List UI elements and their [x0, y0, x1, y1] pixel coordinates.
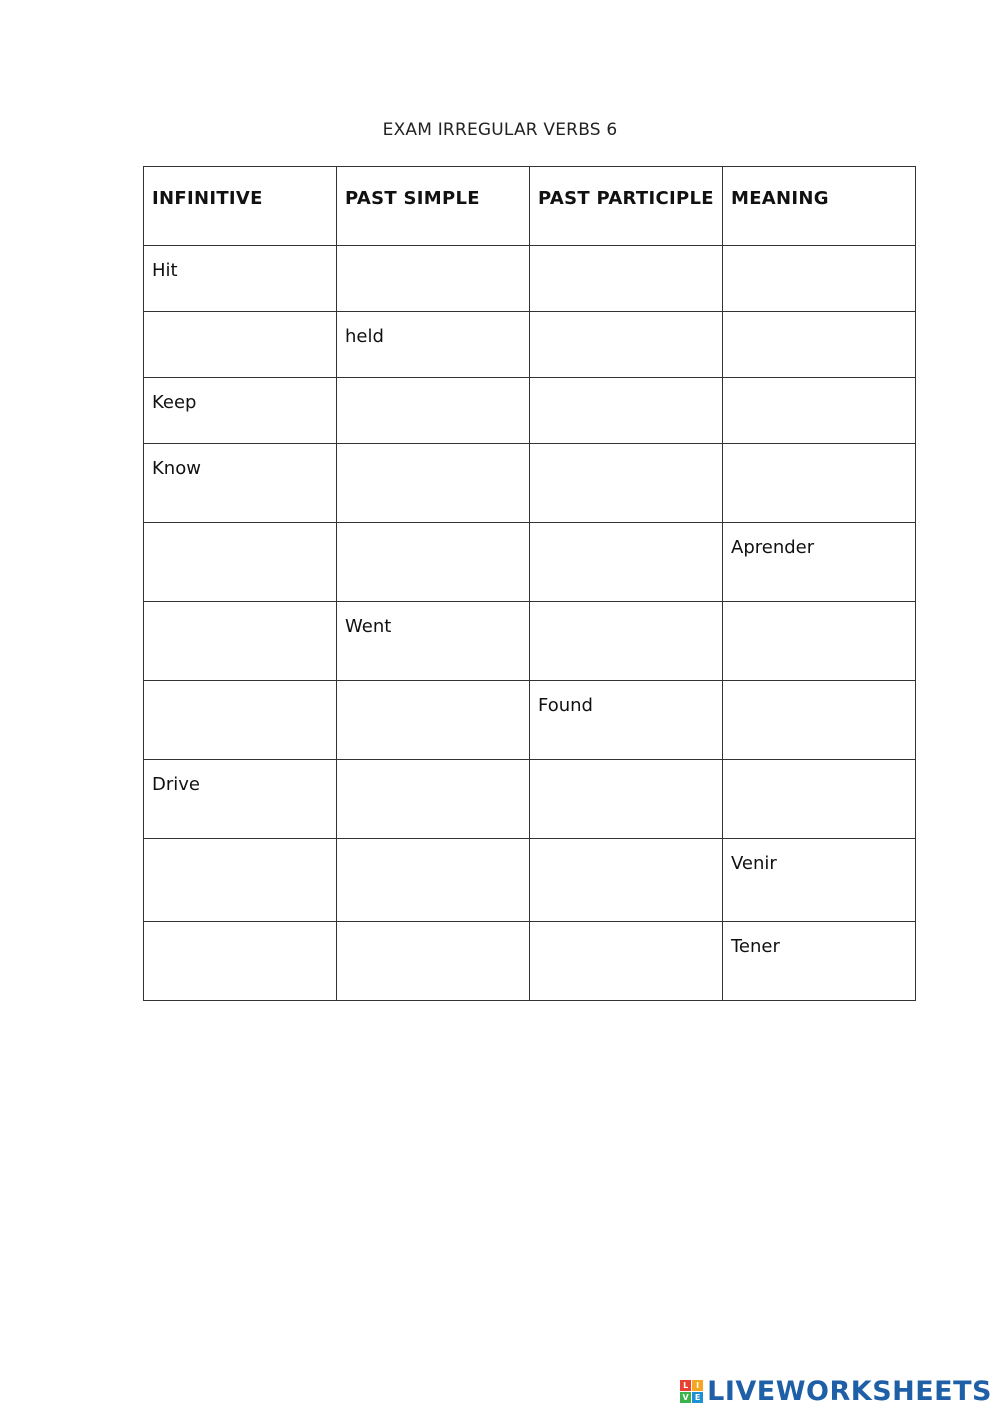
answer-input-meaning[interactable]: [731, 616, 907, 637]
answer-input-infinitive[interactable]: [152, 853, 328, 874]
table-row: [144, 312, 916, 378]
cell-infinitive[interactable]: [144, 839, 337, 922]
cell-past-simple[interactable]: [337, 922, 530, 1001]
answer-input-past-simple[interactable]: [345, 936, 521, 957]
answer-input-past-simple[interactable]: [345, 774, 521, 795]
answer-input-past-simple[interactable]: [345, 392, 521, 413]
cell-meaning[interactable]: [723, 444, 916, 523]
cell-past-simple: Went: [337, 602, 530, 681]
table-row: [144, 681, 916, 760]
answer-input-infinitive[interactable]: [152, 537, 328, 558]
liveworksheets-logo: [680, 1376, 992, 1407]
page-title: EXAM IRREGULAR VERBS 6: [382, 120, 618, 140]
cell-past-simple[interactable]: [337, 839, 530, 922]
cell-meaning[interactable]: [723, 246, 916, 312]
verbs-table: [143, 166, 916, 1001]
header-meaning: MEANING: [723, 167, 916, 246]
answer-input-past-simple[interactable]: [345, 260, 521, 281]
cell-past-participle[interactable]: [530, 760, 723, 839]
cell-meaning[interactable]: [723, 602, 916, 681]
cell-past-simple[interactable]: [337, 760, 530, 839]
cell-infinitive[interactable]: [144, 312, 337, 378]
cell-past-simple[interactable]: [337, 246, 530, 312]
cell-past-participle[interactable]: [530, 444, 723, 523]
answer-input-past-participle[interactable]: [538, 537, 714, 558]
cell-past-simple[interactable]: [337, 523, 530, 602]
answer-input-infinitive[interactable]: [152, 695, 328, 716]
table-row: [144, 602, 916, 681]
cell-past-participle[interactable]: [530, 839, 723, 922]
header-past-participle: PAST PARTICIPLE: [530, 167, 723, 246]
answer-input-past-participle[interactable]: [538, 458, 714, 479]
cell-infinitive[interactable]: [144, 602, 337, 681]
cell-past-simple[interactable]: [337, 378, 530, 444]
answer-input-past-participle[interactable]: [538, 853, 714, 874]
answer-input-past-simple[interactable]: [345, 853, 521, 874]
cell-infinitive[interactable]: [144, 922, 337, 1001]
cell-meaning: Tener: [723, 922, 916, 1001]
header-row: [144, 167, 916, 246]
answer-input-infinitive[interactable]: [152, 616, 328, 637]
cell-meaning: Aprender: [723, 523, 916, 602]
cell-infinitive[interactable]: [144, 681, 337, 760]
logo-letter: L: [680, 1380, 691, 1391]
cell-meaning[interactable]: [723, 760, 916, 839]
table-row: [144, 246, 916, 312]
answer-input-past-participle[interactable]: [538, 774, 714, 795]
cell-past-participle: Found: [530, 681, 723, 760]
header-infinitive: INFINITIVE: [144, 167, 337, 246]
logo-icon: [680, 1380, 703, 1403]
cell-past-simple[interactable]: [337, 444, 530, 523]
answer-input-meaning[interactable]: [731, 774, 907, 795]
answer-input-past-participle[interactable]: [538, 326, 714, 347]
table-row: [144, 523, 916, 602]
cell-infinitive: Know: [144, 444, 337, 523]
answer-input-past-participle[interactable]: [538, 936, 714, 957]
answer-input-meaning[interactable]: [731, 458, 907, 479]
cell-past-participle[interactable]: [530, 602, 723, 681]
cell-meaning: Venir: [723, 839, 916, 922]
cell-past-simple: held: [337, 312, 530, 378]
cell-infinitive: Keep: [144, 378, 337, 444]
logo-letter: I: [692, 1380, 703, 1391]
cell-infinitive: Drive: [144, 760, 337, 839]
cell-meaning[interactable]: [723, 312, 916, 378]
table-row: [144, 444, 916, 523]
cell-meaning[interactable]: [723, 681, 916, 760]
cell-meaning[interactable]: [723, 378, 916, 444]
cell-past-participle[interactable]: [530, 246, 723, 312]
brand-name: LIVEWORKSHEETS: [707, 1376, 992, 1407]
cell-past-simple[interactable]: [337, 681, 530, 760]
cell-infinitive: Hit: [144, 246, 337, 312]
logo-letter: V: [680, 1392, 691, 1403]
table-row: [144, 922, 916, 1001]
answer-input-past-simple[interactable]: [345, 537, 521, 558]
cell-past-participle[interactable]: [530, 312, 723, 378]
answer-input-meaning[interactable]: [731, 392, 907, 413]
answer-input-meaning[interactable]: [731, 260, 907, 281]
answer-input-past-simple[interactable]: [345, 458, 521, 479]
table-row: [144, 839, 916, 922]
answer-input-past-participle[interactable]: [538, 260, 714, 281]
answer-input-meaning[interactable]: [731, 695, 907, 716]
cell-past-participle[interactable]: [530, 922, 723, 1001]
table-row: [144, 760, 916, 839]
answer-input-meaning[interactable]: [731, 326, 907, 347]
header-past-simple: PAST SIMPLE: [337, 167, 530, 246]
answer-input-past-participle[interactable]: [538, 392, 714, 413]
table-row: [144, 378, 916, 444]
logo-letter: E: [692, 1392, 703, 1403]
answer-input-infinitive[interactable]: [152, 936, 328, 957]
cell-past-participle[interactable]: [530, 523, 723, 602]
answer-input-infinitive[interactable]: [152, 326, 328, 347]
cell-infinitive[interactable]: [144, 523, 337, 602]
answer-input-past-simple[interactable]: [345, 695, 521, 716]
cell-past-participle[interactable]: [530, 378, 723, 444]
answer-input-past-participle[interactable]: [538, 616, 714, 637]
